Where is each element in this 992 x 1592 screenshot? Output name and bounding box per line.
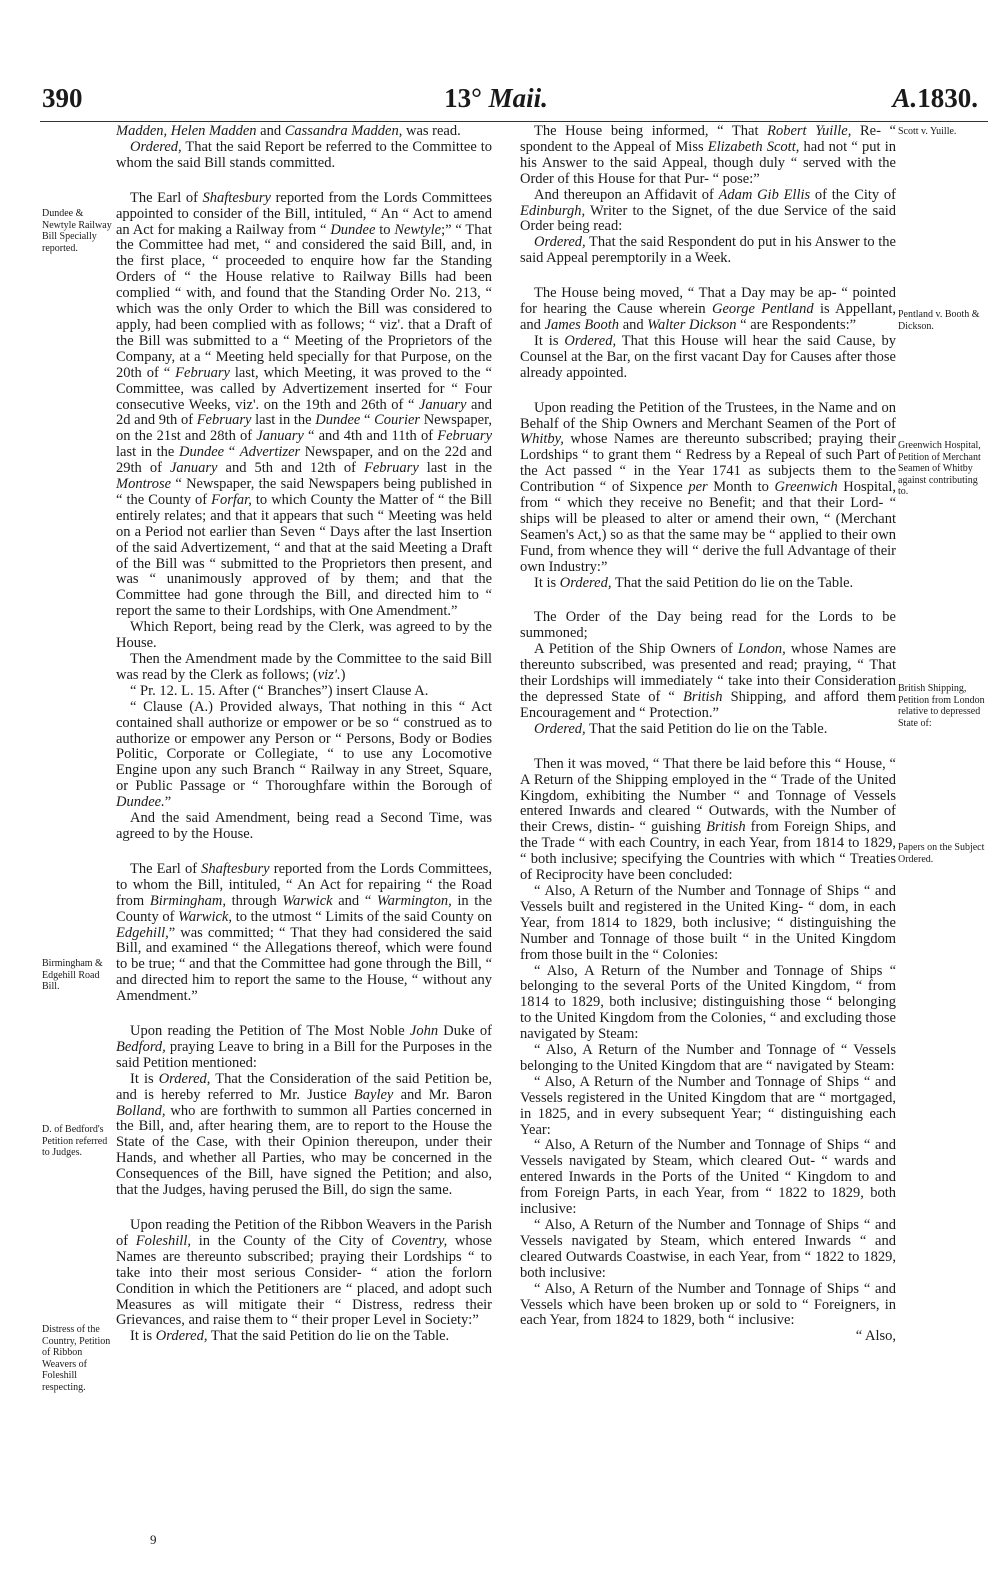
para: Madden, Helen Madden and Cassandra Madden, was read. [116, 123, 461, 139]
margin-note-british: British Shipping, Petition from London relative to depressed State of: [898, 683, 985, 729]
para: “ Clause (A.) Provided always, That nothing in this “ Act contained shall authorize or empower or be so “ construed as to authorize or empower any Person or “ Persons, Body or Bodies Politic, Corporate or Collegiate, “ to use any Locomotive Engine upon any such Branch “ Railway in any Street, Square, or Public Passage or “ Thoroughfare within the Borough of Dundee.” [116, 698, 492, 811]
para: It is Ordered, That the Consideration of the said Petition be, and is hereby referred to Mr. Justice Bayley and Mr. Baron Bolland, who are forthwith to summon all Parties concerned in the Bill, and, after hearing them, are to report to the House the State of the Case, with their Opinion thereupon, under their Hands, and whether all Parties, who may be concerned in the Consequences of the Bill, have signed the Petition; and also, that the Judges, having perused the Bill, do sign the same. [116, 1070, 493, 1199]
para: It is Ordered, That the said Petition do lie on the Table. [130, 1328, 450, 1345]
catchword: “ Also, [855, 1328, 896, 1345]
para: The House being informed, “ That Robert Yuille, Re- “ spondent to the Appeal of Miss Elizabeth Scott, had not “ put in his Answer to the said Appeal, though duly “ served with the Order of this House for that Pur- “ pose:” [520, 123, 896, 187]
margin-note-scott: Scott v. Yuille. [898, 126, 957, 137]
para: Upon reading the Petition of the Ribbon Weavers in the Parish of Foleshill, in the County of the City of Coventry, whose Names are thereunto subscribed; praying their Lordships “ to take into their most serious Consider- “ ation the forlorn Condition in which the Petitioners are “ placed, and adopt such Measures as will mitigate their “ Distress, redress their Grievances, and raise them to “ their proper Level in Society:” [116, 1217, 492, 1329]
para: And thereupon an Affidavit of Adam Gib Ellis of the City of Edinburgh, Writer to the Signet, of the due Service of the said Order being read: [520, 186, 896, 235]
para: It is Ordered, That the said Petition do lie on the Table. [534, 574, 854, 591]
para: A Petition of the Ship Owners of London, whose Names are thereunto subscribed, was presented and read; praying, “ That their Lordships will immediately “ take into their Consideration the depressed State of “ British Shipping, and afford them Encouragement and “ Protection.” [520, 641, 896, 721]
page-header [0, 83, 992, 119]
para: Which Report, being read by the Clerk, was agreed to by the House. [116, 619, 492, 652]
para: “ Also, A Return of the Number and Tonnage of Ships “ and Vessels built and registered in the United King- “ dom, in each Year, from 1814 to 1829, both inclusive; “ distinguishing the Number and Tonnage of those built “ in the United Kingdom from those built in the “ Colonies: [520, 882, 896, 963]
para: Ordered, That the said Report be referred to the Committee to whom the said Bill stands committed. [116, 138, 492, 171]
margin-note-papers: Papers on the Subject Ordered. [898, 842, 985, 865]
para: “ Also, A Return of the Number and Tonnage of Ships “ and Vessels navigated by Steam, which entered Inwards “ and cleared Outwards Coastwise, in each Year, from “ 1822 to 1829, both inclusive: [520, 1217, 896, 1281]
para: Then the Amendment made by the Committee to the said Bill was read by the Clerk as follows; (viz'.) [116, 651, 492, 683]
margin-note-foleshill: Distress of the Country, Petition of Ribbon Weavers of Foleshill respecting. [42, 1324, 111, 1393]
para: The Earl of Shaftesbury reported from the Lords Committees, to whom the Bill, intituled, “ An Act for repairing “ the Road from Birmingham, through Warwick and “ Warmington, in the County of Warwick, to the utmost “ Limits of the said County on Edgehill,” was committed; “ That they had considered the said Bill, and examined “ the Allegations thereof, which were found to be true; “ and that the Committee had gone through the Bill, “ and directed him to report the same to the House, “ without any Amendment.” [116, 860, 493, 1005]
margin-note-greenwich: Greenwich Hospital, Petition of Merchant Seamen of Whitby against contributing to. [898, 440, 981, 497]
para: The House being moved, “ That a Day may be ap- “ pointed for hearing the Cause wherein George Pentland is Appellant, and James Booth and Walter Dickson “ are Respondents:” [520, 285, 896, 333]
para: The Order of the Day being read for the Lords to be summoned; [520, 609, 896, 642]
margin-note-dundee: Dundee & Newtyle Railway Bill Specially reported. [42, 208, 112, 254]
signature-mark: 9 [150, 1532, 157, 1547]
para: Ordered, That the said Petition do lie on the Table. [534, 720, 828, 737]
para: It is Ordered, That this House will hear the said Cause, by Counsel at the Bar, on the first vacant Day for Causes after those already appointed. [520, 332, 897, 381]
para: “ Also, A Return of the Number and Tonnage of Ships “ and Vessels registered in the United Kingdom that are “ mortgaged, in 1825, and in every subsequent Year; “ distinguishing each Year: [520, 1073, 896, 1138]
para: The Earl of Shaftesbury reported from the Lords Committees appointed to consider of the Bill, intituled, “ An “ Act to amend an Act for making a Railway from “ Dundee to Newtyle;” “ That the Committee had met, “ and considered the said Bill, and, in the first place, “ proceeded to enquire how far the Standing Orders of “ the House relative to Railway Bills had been complied “ with, and found that the Standing Order No. 213, “ which was the only Order to which the Bill was considered to apply, had been complied with as follows; “ viz'. that a Draft of the Bill was submitted to a “ Meeting of the Proprietors of the Company, at a “ Meeting held specially for that Purpose, on the 20th of “ February last, which Meeting, it was proved to the “ Committee, was called by Advertizement inserted for “ Four consecutive Weeks, viz'. on the 19th and 26th of “ January and 2d and 9th of February last in the Dundee “ Courier Newspaper, on the 21st and 28th of January “ and 4th and 11th of February last in the Dundee “ Advertizer Newspaper, and on the 22d and 29th of January and 5th and 12th of February last in the Montrose “ Newspaper, the said Newspapers being published in “ the County of Forfar, to which County the Matter of “ the Bill entirely relates; and that it appears that such “ Meeting was held on a Period not earlier than Seven “ Days after the last Insertion of the said Advertizement, “ and that at the said Meeting a Draft of the Bill was “ submitted to the Proprietors then present, and was “ unanimously approved of by them; and that the Committee had gone through the Bill, and directed him to “ report the same to their Lordships, with One Amendment.” [116, 189, 493, 620]
para: And the said Amendment, being read a Second Time, was agreed to by the House. [116, 810, 492, 842]
para: Upon reading the Petition of the Trustees, in the Name and on Behalf of the Ship Owners and Merchant Seamen of the Port of Whitby, whose Names are thereunto subscribed; praying their Lordships “ to grant them “ Redress by a Repeal of such Part of the Act passed “ in the Year 1741 as subjects them to the Contribution “ of Sixpence per Month to Greenwich Hospital, from “ which they receive no Benefit; and that their Lord- “ ships will be pleased to alter or amend their own, “ (Merchant Seamen's Act,) so as that the same may be “ applied to their own Fund, from whence they will “ derive the full Advantage of their own Industry:” [520, 399, 897, 575]
para: Upon reading the Petition of The Most Noble John Duke of Bedford, praying Leave to bring in a Bill for the Purposes in the said Petition mentioned: [116, 1023, 492, 1071]
para: “ Also, A Return of the Number and Tonnage of Ships “ belonging to the several Ports of the United Kingdom, “ from 1814 to 1829, both inclusive; distinguishing those “ belonging to the United Kingdom from the Colonies, “ and excluding those navigated by Steam: [520, 962, 896, 1043]
page-date: 13° Maii. [444, 83, 548, 113]
right-column [520, 124, 896, 1345]
margin-note-birmingham: Birmingham & Edgehill Road Bill. [42, 958, 103, 992]
para: “ Also, A Return of the Number and Tonnage of Ships “ and Vessels which have been broken up or sold to “ Foreigners, in each Year, from 1824 to 1829, both “ inclusive: [520, 1280, 896, 1329]
para: “ Also, A Return of the Number and Tonnage of Ships “ and Vessels navigated by Steam, which cleared Out- “ wards and entered Inwards in the Ports of the United “ Kingdom to and from Foreign Parts, in each Year, from “ 1822 to 1829, both inclusive: [520, 1137, 896, 1218]
page-number: 390 [42, 83, 83, 113]
page-year: A.1830. [892, 83, 978, 113]
header-rule [40, 121, 988, 122]
margin-note-bedford: D. of Bedford's Petition referred to Judges. [42, 1124, 108, 1158]
para: “ Also, A Return of the Number and Tonnage of “ Vessels belonging to the United Kingdom that are “ navigated by Steam: [520, 1042, 896, 1074]
para: Ordered, That the said Respondent do put in his Answer to the said Appeal peremptorily in a Week. [520, 234, 896, 267]
para: Then it was moved, “ That there be laid before this “ House, “ A Return of the Shipping employed in the “ Trade of the United Kingdom, exhibiting the Number “ and Tonnage of Vessels entered Inwards and cleared “ Outwards, with the Number of their Crews, distin- “ guishing British from Foreign Ships, and the Trade “ with each Country, in each Year, from 1814 to 1829, “ both inclusive; specifying the Countries with which “ Treaties of Reciprocity have been concluded: [520, 755, 896, 884]
left-column [116, 124, 492, 1345]
margin-note-pentland: Pentland v. Booth & Dickson. [898, 309, 980, 332]
para: “ Pr. 12. L. 15. After (“ Branches”) insert Clause A. [130, 682, 429, 699]
